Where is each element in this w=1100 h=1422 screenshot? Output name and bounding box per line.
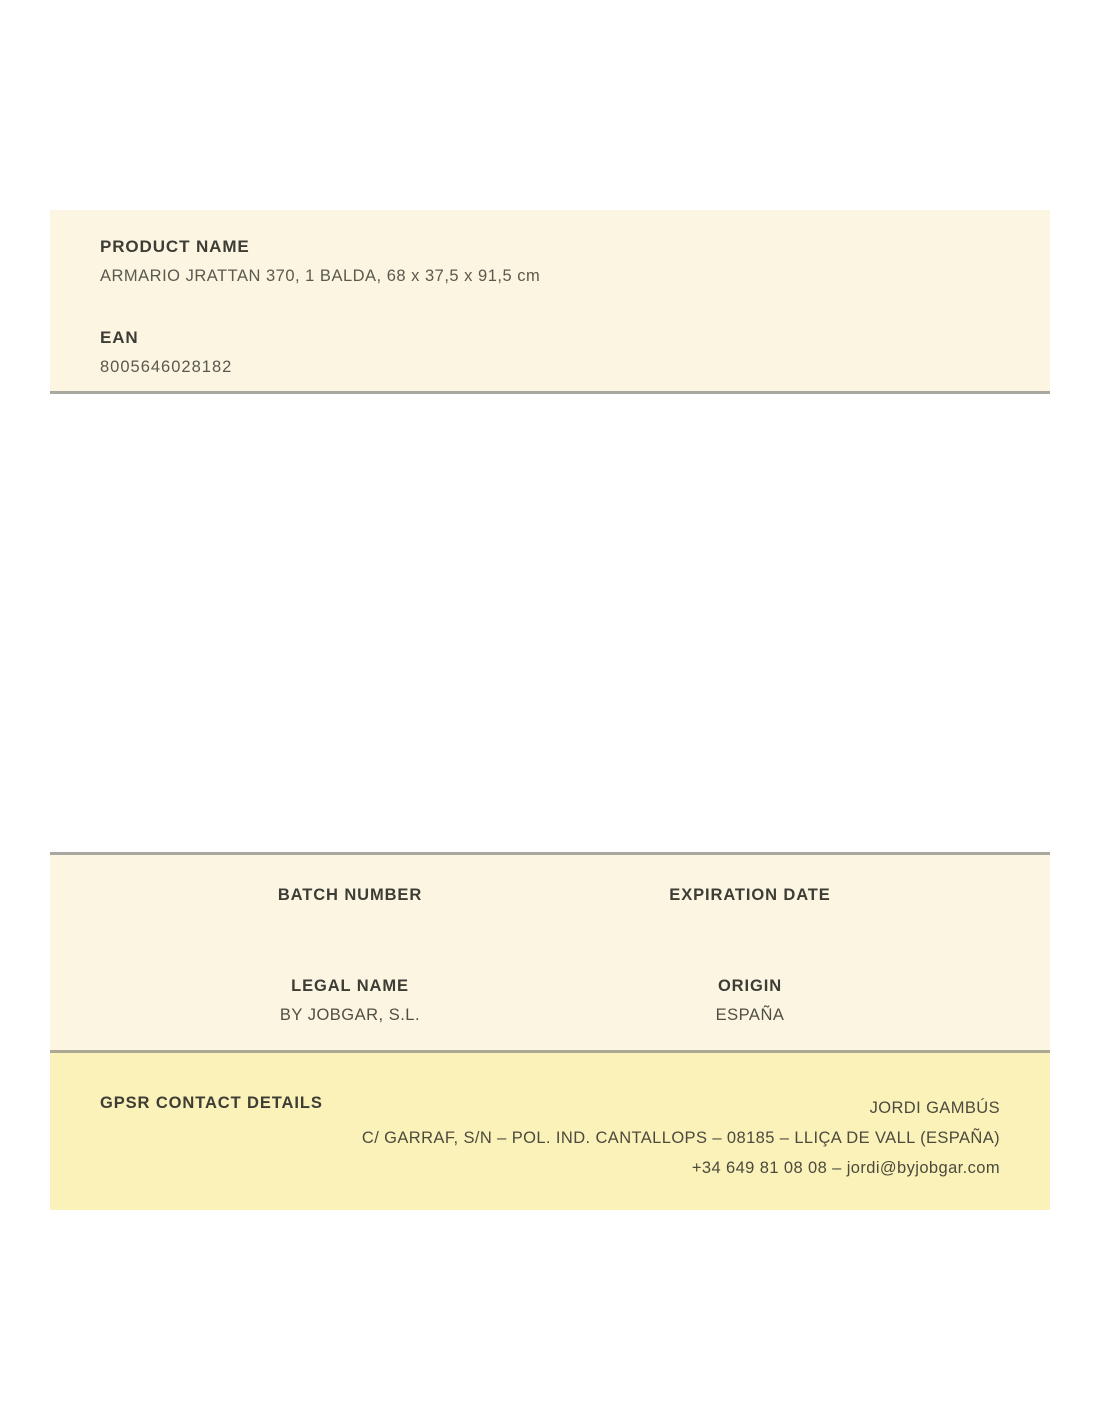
expiration-date-field: [550, 885, 950, 934]
batch-origin-grid: [150, 885, 950, 1025]
legal-name-label: LEGAL NAME: [291, 977, 409, 995]
batch-number-field: [150, 885, 550, 934]
batch-origin-section: [50, 852, 1050, 1053]
ean-field: [100, 328, 1000, 377]
ean-value: 8005646028182: [100, 358, 233, 376]
origin-field: [550, 976, 950, 1025]
product-name-value: ARMARIO JRATTAN 370, 1 BALDA, 68 x 37,5 x 91,5 cm: [100, 267, 541, 285]
origin-label: ORIGIN: [717, 977, 783, 995]
gpsr-contact-name: JORDI GAMBÚS: [869, 1099, 1000, 1117]
legal-name-field: [150, 976, 550, 1025]
batch-number-value: [150, 914, 550, 934]
product-name-field: [100, 237, 1000, 286]
expiration-date-value: [550, 914, 950, 934]
gpsr-contact-address: C/ GARRAF, S/N – POL. IND. CANTALLOPS – 08185 – LLIÇA DE VALL (ESPAÑA): [361, 1129, 1000, 1147]
batch-number-label: BATCH NUMBER: [277, 886, 423, 904]
ean-label: EAN: [100, 328, 139, 347]
gpsr-contact-section: [50, 1053, 1050, 1210]
gpsr-contact-phone-email: +34 649 81 08 08 – jordi@byjobgar.com: [691, 1159, 1000, 1177]
product-name-label: PRODUCT NAME: [100, 237, 250, 256]
legal-name-value: BY JOBGAR, S.L.: [279, 1006, 421, 1024]
gpsr-contact-details: [323, 1093, 1000, 1183]
gpsr-contact-label: GPSR CONTACT DETAILS: [100, 1094, 323, 1112]
expiration-date-label: EXPIRATION DATE: [669, 886, 831, 904]
product-info-section: [50, 210, 1050, 394]
origin-value: ESPAÑA: [715, 1006, 785, 1024]
